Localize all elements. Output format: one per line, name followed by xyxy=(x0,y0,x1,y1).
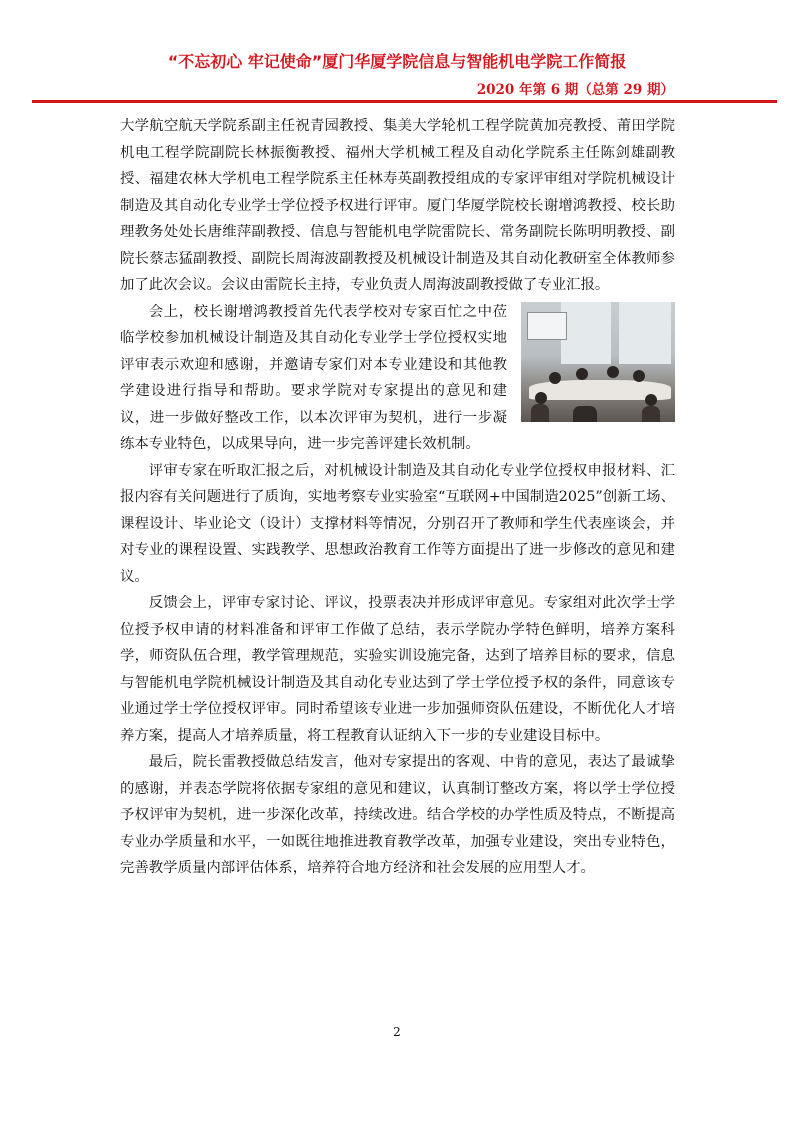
page-number: 2 xyxy=(393,1025,401,1039)
header-divider xyxy=(32,100,777,103)
paragraph-experts: 大学航空航天学院系副主任祝青园教授、集美大学轮机工程学院黄加亮教授、莆田学院机电工程学院副院长林振衡教授、福州大学机械工程及自动化学院系主任陈剑雄副教授、福建农林大学机电工程学院系主任林寿英副教授组成的专家评审组对学院机械设计制造及其自动化专业学士学位授予权进行评审。厦门华厦学院校长谢增鸿教授、校长助理教务处处长唐维萍副教授、信息与智能机电学院雷院长、常务副院长陈明明教授、副院长蔡志猛副教授、副院长周海波副教授及机械设计制造及其自动化教研室全体教师参加了此次会议。会议由雷院长主持，专业负责人周海波副教授做了专业汇报。 xyxy=(120,118,675,293)
paragraph-feedback: 反馈会上，评审专家讨论、评议，投票表决并形成评审意见。专家组对此次学士学位授予权申请的材料准备和评审工作做了总结，表示学院办学特色鲜明，培养方案科学，师资队伍合理，教学管理规范，实验实训设施完备，达到了培养目标的要求，信息与智能机电学院机械设计制造及其自动化专业达到了学士学位授予权的条件，同意该专业通过学士学位授权评审。同时希望该专业进一步加强师资队伍建设，不断优化人才培养方案，提高人才培养质量，将工程教育认证纳入下一步的专业建设目标中。 xyxy=(120,595,675,744)
issue-number: 2020 年第 6 期（总第 29 期） xyxy=(476,82,674,98)
article-body xyxy=(120,113,675,882)
bulletin-title: “不忘初心 牢记使命”厦门华厦学院信息与智能机电学院工作简报 xyxy=(167,52,627,71)
paragraph-inspection: 评审专家在听取汇报之后，对机械设计制造及其自动化专业学位授权申报材料、汇报内容有关问题进行了质询，实地考察专业实验室“互联网+中国制造2025”创新工场、课程设计、毕业论文（设计）支撑材料等情况，分别召开了教师和学生代表座谈会，并对专业的课程设置、实践教学、思想政治教育工作等方面提出了进一步修改的意见和建议。 xyxy=(120,462,675,585)
paragraph-welcome: 会上，校长谢增鸿教授首先代表学校对专家百忙之中莅临学校参加机械设计制造及其自动化专业学士学位授权实地评审表示欢迎和感谢，并邀请专家们对本专业建设和其他教学建设进行指导和帮助。要求学院对专家提出的意见和建议，进一步做好整改工作，以本次评审为契机，进行一步凝练本专业特色，以成果导向，进一步完善评建长效机制。 xyxy=(120,303,507,452)
meeting-photo xyxy=(521,302,675,422)
paragraph-summary: 最后，院长雷教授做总结发言，他对专家提出的客观、中肯的意见，表达了最诚挚的感谢，并表态学院将依据专家组的意见和建议，认真制订整改方案，将以学士学位授予权评审为契机，进一步深化改革，持续改进。结合学校的办学性质及特点，不断提高专业办学质量和水平，一如既往地推进教育教学改革，加强专业建设，突出专业特色，完善教学质量内部评估体系，培养符合地方经济和社会发展的应用型人才。 xyxy=(120,754,675,876)
